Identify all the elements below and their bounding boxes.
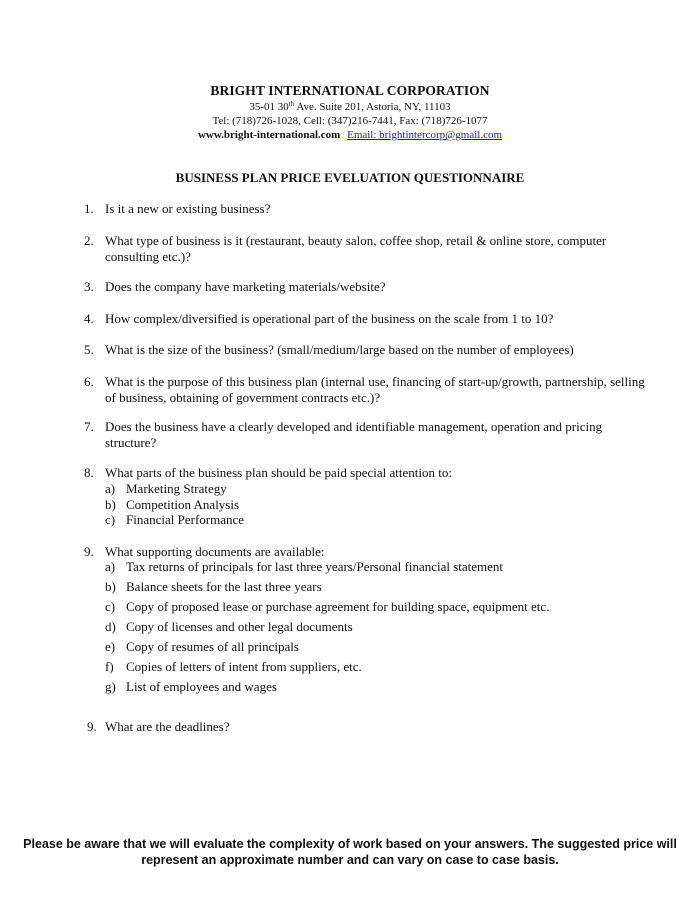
company-web-line: [0, 129, 700, 141]
question-number: 2.: [84, 233, 94, 248]
question-text: What is the purpose of this business plan (internal use, financing of start-up/growth, partnership, selling of business, obtaining of government contracts etc.)?: [105, 374, 645, 405]
question-text: What supporting documents are available:: [105, 544, 325, 559]
question-text: Is it a new or existing business?: [105, 201, 271, 216]
question-number: 3.: [84, 279, 94, 294]
company-contact: Tel: (718)726-1028, Cell: (347)216-7441, Fax: (718)726-1077: [212, 115, 488, 127]
question-number: 4.: [84, 311, 94, 326]
question-number: 5.: [84, 342, 94, 357]
question-text: How complex/diversified is operational part of the business on the scale from 1 to 10?: [105, 311, 554, 326]
email-link[interactable]: Email: brightintercorp@gmail.com: [347, 129, 503, 141]
question-number: 6.: [84, 374, 94, 389]
question-number: 1.: [84, 201, 94, 216]
company-address: 35-01 30th Ave. Suite 201, Astoria, NY, 11103: [249, 100, 451, 113]
questionnaire-page: BRIGHT INTERNATIONAL CORPORATION 35-01 30th Ave. Suite 201, Astoria, NY, 11103 Tel: (718)726-1028, Cell: (347)216-7441, Fax: (718)726-1077 www.bright-international.com Email: brightintercorp@gmail.com BUSINESS PLAN PRICE EVELUATION QUESTIONNAIRE 1. Is it a new or existing business? 2. What type of business is it (restaurant, beauty salon, coffee shop, retail & online store, computer consulting etc.)? 3. Does the company have marketing materials/website? 4. How complex/diversified is operational part of the business on the scale from 1 to 10? 5. What is the size of the business? (small/medium/large based on the number of employees) 6. What is the purpose of this business plan (internal use, financing of start-up/growth, partnership, selling of business, obtaining of government contracts etc.)? 7. Does the business have a clearly developed and identifiable management, operation and pricing structure? 8. What parts of the business plan should be paid special attention to: a) Marketing Strategy b) Competition Analysis c) Financial Performance 9. What supporting documents are available: a) Tax returns of principals for last three years/Personal financial statement b) Balance sheets for the last three years c) Copy of proposed lease or purchase agreement for building space, equipment etc. d) Copy of licenses and other legal documents e) Copy of resumes of all principals f) Copies of letters of intent from suppliers, etc. g) List of employees and wages 9. What are the deadlines? Please be aware that we will evaluate the complexity of work based on your answers. The suggested price will represent an approximate number and can vary on case to case basis.: [0, 0, 700, 904]
document-title: BUSINESS PLAN PRICE EVELUATION QUESTIONNAIRE: [175, 170, 525, 185]
question-number: 9.: [87, 719, 97, 734]
question-text: What is the size of the business? (small/medium/large based on the number of employees): [105, 342, 574, 357]
question-text: What are the deadlines?: [105, 719, 230, 734]
question-number: 8.: [84, 465, 94, 480]
question-number: 7.: [84, 419, 94, 434]
footer-note: Please be aware that we will evaluate the complexity of work based on your answers. The suggested price will represent an approximate number and can vary on case to case basis.: [23, 837, 677, 867]
website-link[interactable]: www.bright-international.com: [197, 129, 341, 141]
question-text: What parts of the business plan should be paid special attention to:: [105, 465, 452, 480]
question-text: Does the business have a clearly developed and identifiable management, operation and pricing structure?: [105, 419, 603, 450]
question-number: 9.: [84, 544, 94, 559]
question-text: What type of business is it (restaurant, beauty salon, coffee shop, retail & online store, computer consulting etc.)?: [105, 233, 607, 264]
question-text: Does the company have marketing materials/website?: [105, 279, 386, 294]
company-name: BRIGHT INTERNATIONAL CORPORATION: [210, 83, 490, 98]
